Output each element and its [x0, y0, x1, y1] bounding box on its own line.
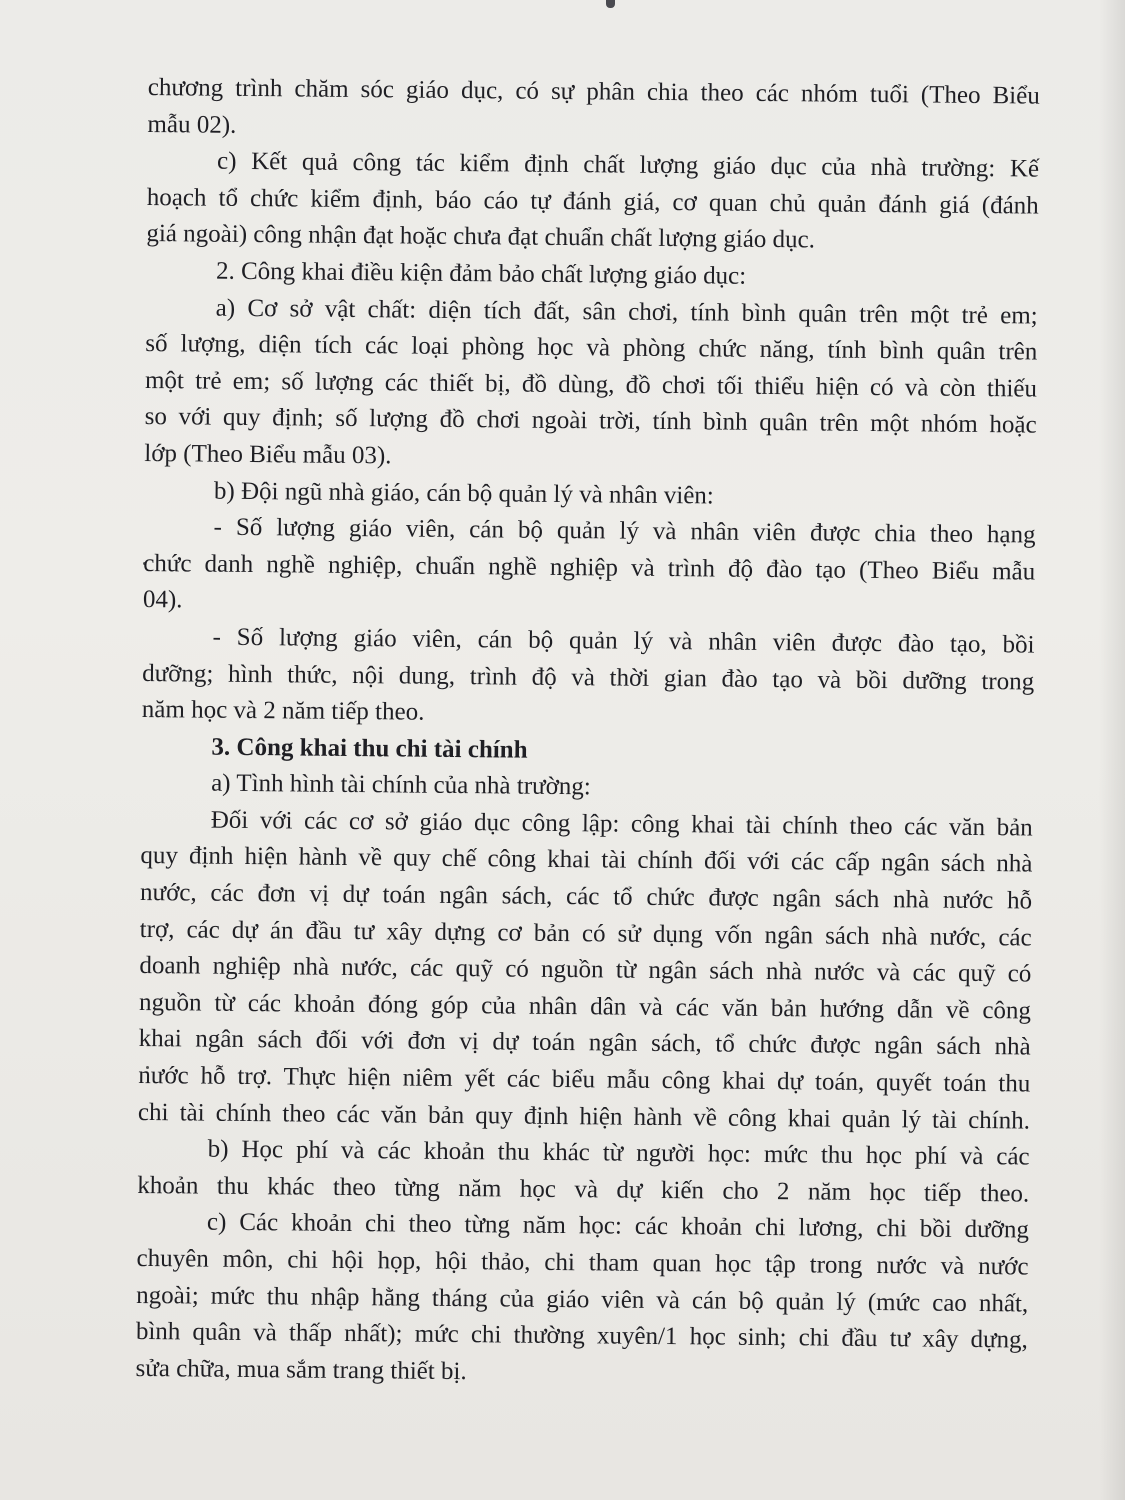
text-line: so với quy định; số lượng đồ chơi ngoài trời, tính bình quân trên một nhóm hoặc [144, 403, 1037, 439]
text-line: a) Cơ sở vật chất: diện tích đất, sân chơi, tính bình quân trên một trẻ em; [215, 294, 1038, 330]
text-line: giá ngoài) công nhận đạt hoặc chưa đạt chuẩn chất lượng giáo dục. [146, 220, 816, 254]
text-line: lớp (Theo Biểu mẫu 03). [144, 439, 392, 470]
text-line: khoản thu khác theo từng năm học và dự kiến cho 2 năm học tiếp theo. [137, 1171, 1030, 1208]
text-line: Đối với các cơ sở giáo dục công lập: công khai tài chính theo các văn bản [210, 806, 1033, 842]
text-line: chức danh nghề nghiệp, chuẩn nghề nghiệp và trình độ đào tạo (Theo Biểu mẫu [143, 549, 1036, 586]
text-line: dưỡng; hình thức, nội dung, trình độ và thời gian đào tạo và bồi dưỡng trong [142, 659, 1035, 696]
text-line: c) Các khoản chi theo từng năm học: các khoản chi lương, chi bồi dưỡng [206, 1209, 1030, 1244]
text-line: nước, các đơn vị dự toán ngân sách, các tổ chức được ngân sách nhà nước hỗ [139, 879, 1033, 915]
text-line: - Số lượng giáo viên, cán bộ quản lý và nhân viên được đào tạo, bồi [212, 623, 1035, 659]
text-line: sửa chữa, mua sắm trang thiết bị. [135, 1354, 467, 1385]
text-line: doanh nghiệp nhà nước, các quỹ có nguồn từ ngân sách nhà nước và các quỹ có [139, 952, 1032, 988]
text-line: hoạch tổ chức kiểm định, báo cáo tự đánh giá, cơ quan chủ quản đánh giá (đánh [146, 183, 1039, 220]
text-line: a) Tình hình tài chính của nhà trường: [211, 769, 591, 801]
text-line: nguồn từ các khoản đóng góp của nhân dân và các văn bản hướng dẫn về công [138, 988, 1032, 1025]
text-line: quy định hiện hành về quy chế công khai tài chính đối với các cấp ngân sách nhà [140, 842, 1033, 878]
text-line: số lượng, diện tích các loại phòng học và phòng chức năng, tính bình quân trên [145, 330, 1038, 366]
text-line: chi tài chính theo các văn bản quy định hiện hành về công khai quản lý tài chính. [137, 1098, 1031, 1135]
text-line: b) Đội ngũ nhà giáo, cán bộ quản lý và nhân viên: [213, 477, 714, 509]
text-line: 04). [142, 586, 183, 614]
text-line: năm học và 2 năm tiếp theo. [141, 696, 425, 726]
page-shadow [1099, 0, 1125, 1500]
text-line: b) Học phí và các khoản thu khác từ người học: mức thu học phí và các [207, 1135, 1030, 1171]
text-line: khai ngân sách đối với đơn vị dự toán ngân sách, tổ chức được ngân sách nhà [138, 1025, 1031, 1061]
section-heading: 2. Công khai điều kiện đảm bảo chất lượng giáo dục: [215, 257, 747, 290]
text-line: bình quân và thấp nhất); mức chi thường xuyên/1 học sinh; chi đầu tư xây dựng, [135, 1318, 1028, 1354]
text-line: một trẻ em; số lượng các thiết bị, đồ dùng, đồ chơi tối thiểu hiện có và còn thiếu [144, 366, 1038, 403]
section-heading-bold: 3. Công khai thu chi tài chính [211, 733, 528, 764]
top-edge-mark [606, 0, 615, 8]
text-line: trợ, các dự án đầu tư xây dựng cơ bản có sử dụng vốn ngân sách nhà nước, các [139, 915, 1032, 952]
text-line: nước hỗ trợ. Thực hiện niêm yết các biểu mẫu công khai dự toán, quyết toán thu [138, 1061, 1031, 1098]
text-line: c) Kết quả công tác kiểm định chất lượng giáo dục của nhà trường: Kế [216, 147, 1040, 183]
text-line: chương trình chăm sóc giáo dục, có sự phân chia theo các nhóm tuổi (Theo Biểu [147, 73, 1040, 110]
text-line: chuyên môn, chi hội họp, hội thảo, chi tham quan học tập trong nước và nước [136, 1244, 1029, 1281]
document-body [135, 70, 1040, 1396]
text-line: - Số lượng giáo viên, cán bộ quản lý và nhân viên được chia theo hạng [213, 513, 1036, 549]
text-line: ngoài; mức thu nhập hằng tháng của giáo viên và cán bộ quản lý (mức cao nhất, [136, 1281, 1029, 1318]
text-line: mẫu 02). [147, 110, 237, 139]
